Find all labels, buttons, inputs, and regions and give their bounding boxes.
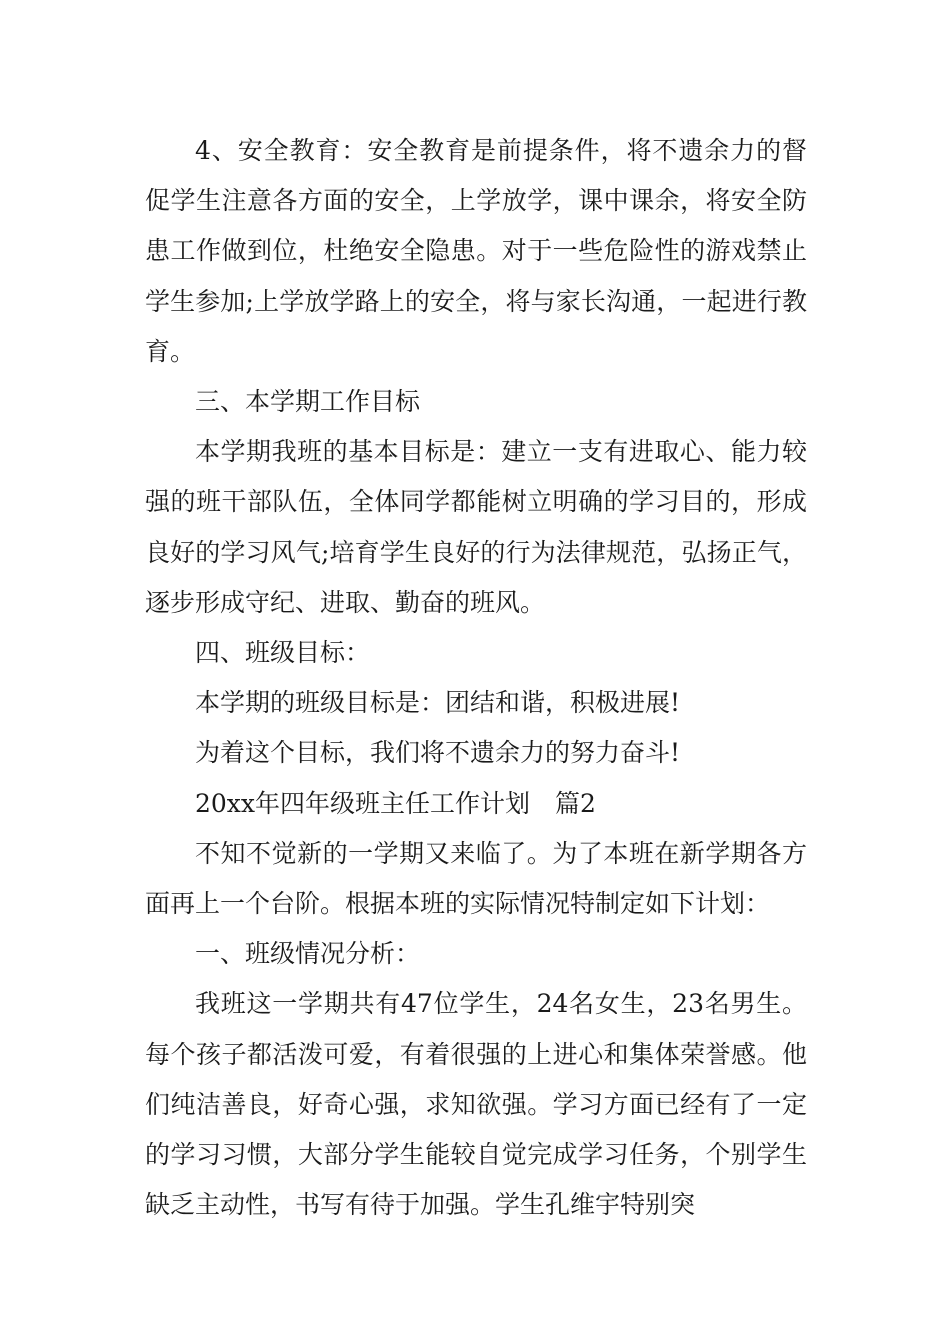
- section-title-plan-2: 20xx年四年级班主任工作计划 篇2: [195, 788, 596, 818]
- heading-class-analysis: 一、班级情况分析：: [195, 939, 421, 969]
- paragraph-basic-goals: 本学期我班的基本目标是：建立一支有进取心、能力较强的班干部队伍，全体同学都能树立明确的学习目的，形成良好的学习风气;培育学生良好的行为法律规范，弘扬正气，逐步形成守纪、进取、勤奋的班风。: [145, 437, 807, 617]
- document-page: [145, 126, 807, 1230]
- heading-class-goals: 四、班级目标：: [195, 638, 371, 668]
- heading-semester-goals: 三、本学期工作目标: [195, 387, 421, 417]
- paragraph-class-goal-statement: 本学期的班级目标是：团结和谐，积极进展!: [195, 688, 681, 718]
- paragraph-safety-education: 4、安全教育：安全教育是前提条件，将不遗余力的督促学生注意各方面的安全，上学放学，课中课余，将安全防患工作做到位，杜绝安全隐患。对于一些危险性的游戏禁止学生参加;上学放学路上的安全，将与家长沟通，一起进行教育。: [145, 136, 807, 366]
- paragraph-effort-statement: 为着这个目标，我们将不遗余力的努力奋斗!: [195, 738, 681, 768]
- paragraph-intro: 不知不觉新的一学期又来临了。为了本班在新学期各方面再上一个台阶。根据本班的实际情况特制定如下计划：: [145, 838, 807, 919]
- paragraph-class-analysis: 我班这一学期共有47位学生，24名女生，23名男生。每个孩子都活泼可爱，有着很强的上进心和集体荣誉感。他们纯洁善良，好奇心强，求知欲强。学习方面已经有了一定的学习习惯，大部分学生能较自觉完成学习任务，个别学生缺乏主动性，书写有待于加强。学生孔维宇特别突: [145, 989, 807, 1220]
